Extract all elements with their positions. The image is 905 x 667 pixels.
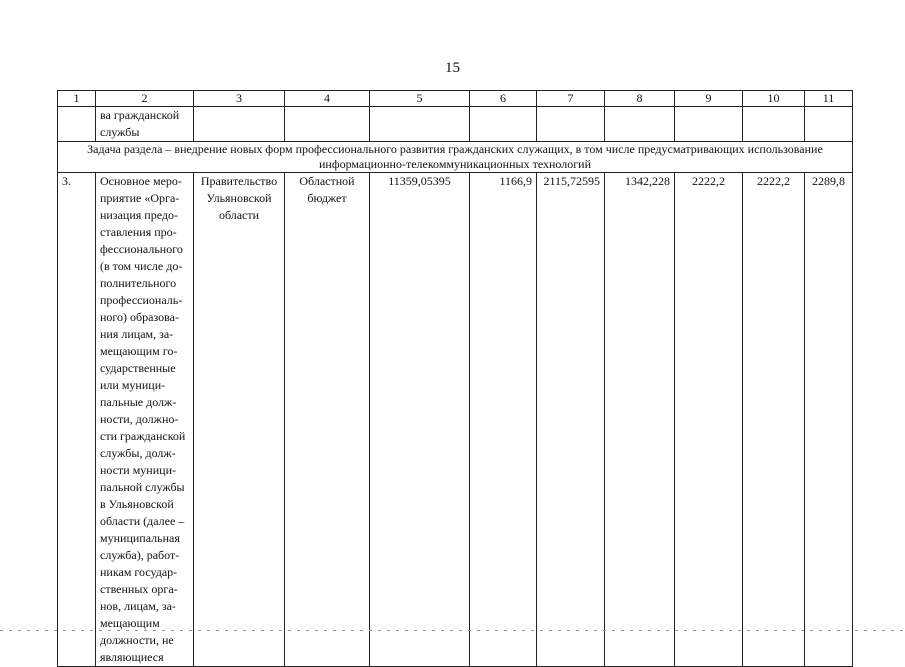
description-line: ности, должно- (100, 412, 179, 426)
description-line: ния лицам, за- (100, 327, 174, 341)
table-cell (470, 107, 537, 142)
task-text: Задача раздела – внедрение новых форм профессионального развития гражданских служащих, в том числе предусматривающих использование информационно-телекоммуникационных технологий (58, 142, 853, 173)
column-header: 3 (194, 91, 285, 107)
description-line: ставления про- (100, 225, 177, 239)
table-cell (743, 107, 805, 142)
column-header: 7 (537, 91, 605, 107)
continued-row (58, 107, 853, 142)
description-line: должности, не (100, 633, 174, 647)
budget-table (57, 90, 853, 667)
description-line: никам государ- (100, 565, 178, 579)
description-line: мещающим (100, 616, 160, 630)
column-header: 4 (285, 91, 370, 107)
description-line: службы (100, 125, 140, 139)
description-line: мещающим го- (100, 344, 178, 358)
description-line: (в том числе до- (100, 259, 183, 273)
description-line: фессионального (100, 242, 183, 256)
description-line: ного) образова- (100, 310, 179, 324)
description-line: пальные долж- (100, 395, 177, 409)
page-number: 15 (445, 60, 460, 76)
executor-line: Правительство (200, 174, 278, 188)
year-value: 2289,8 (805, 173, 853, 667)
year-value: 2222,2 (743, 173, 805, 667)
column-header: 11 (805, 91, 853, 107)
description-line: полнительного (100, 276, 177, 290)
scan-edge-line (0, 630, 905, 631)
year-value: 2115,72595 (537, 173, 605, 667)
description-line: или муници- (100, 378, 166, 392)
continued-description (96, 107, 194, 142)
description-line: Основное меро- (100, 174, 182, 188)
description-line: ственных орга- (100, 582, 178, 596)
column-header: 5 (370, 91, 470, 107)
column-header: 1 (58, 91, 96, 107)
table-cell (194, 107, 285, 142)
table-cell (605, 107, 675, 142)
executor-line: области (218, 208, 260, 222)
description-line: являющиеся (100, 650, 164, 664)
table-cell (58, 107, 96, 142)
column-header: 9 (675, 91, 743, 107)
column-number-row (58, 91, 853, 107)
executor-line: Ульяновской (206, 191, 272, 205)
table-cell (285, 107, 370, 142)
column-header: 6 (470, 91, 537, 107)
table-cell (537, 107, 605, 142)
description-line: сударственные (100, 361, 176, 375)
description-line: муниципальная (100, 531, 180, 545)
description-line: профессиональ- (100, 293, 183, 307)
column-header: 2 (96, 91, 194, 107)
description-line: нов, лицам, за- (100, 599, 176, 613)
description-line: ва гражданской (100, 108, 180, 122)
executor-cell (194, 173, 285, 667)
description-line: сти гражданской (100, 429, 186, 443)
description-line: пальной службы (100, 480, 185, 494)
description-line: низация предо- (100, 208, 178, 222)
year-value: 1166,9 (470, 173, 537, 667)
column-header: 8 (605, 91, 675, 107)
year-value: 1342,228 (605, 173, 675, 667)
row-number: 3. (58, 173, 96, 667)
description-line: в Ульяновской (100, 497, 174, 511)
year-value: 2222,2 (675, 173, 743, 667)
column-header: 10 (743, 91, 805, 107)
description-line: области (далее – (100, 514, 185, 528)
activity-description (96, 173, 194, 667)
funding-source-cell (285, 173, 370, 667)
table-cell (675, 107, 743, 142)
funding-source-line: бюджет (307, 191, 347, 205)
total-value: 11359,05395 (370, 173, 470, 667)
description-line: ности муници- (100, 463, 176, 477)
description-line: службы, долж- (100, 446, 176, 460)
table-cell (805, 107, 853, 142)
description-line: служба), работ- (100, 548, 180, 562)
description-line: приятие «Орга- (100, 191, 180, 205)
funding-source-line: Областной (299, 174, 355, 188)
table-cell (370, 107, 470, 142)
table-row (58, 173, 853, 667)
task-row (58, 142, 853, 173)
